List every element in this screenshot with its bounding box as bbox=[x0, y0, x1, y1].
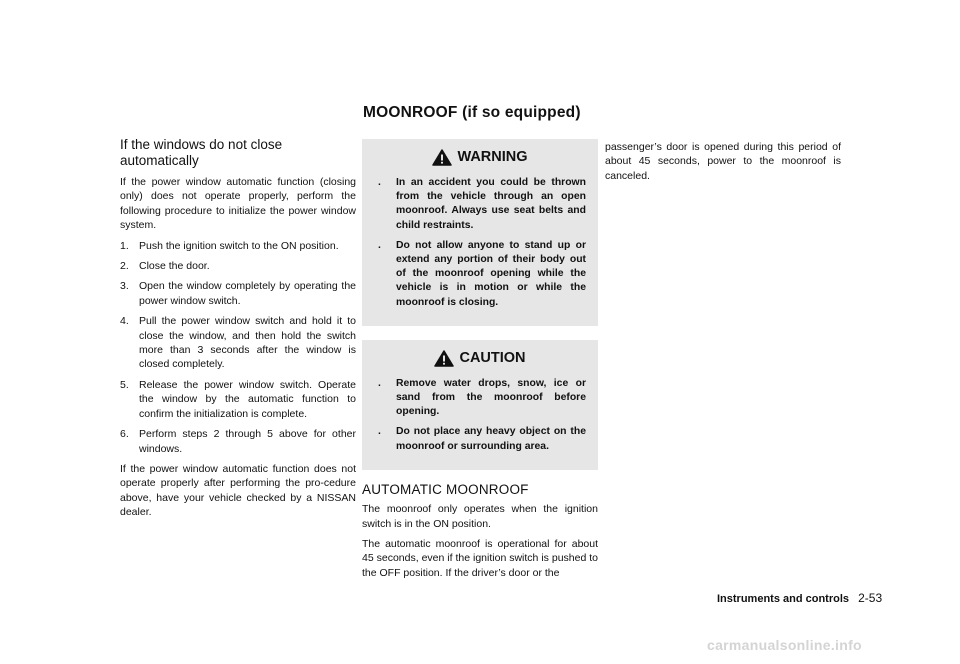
step-item bbox=[120, 239, 356, 253]
watermark: carmanualsonline.info bbox=[707, 637, 862, 653]
caution-header bbox=[374, 350, 586, 367]
step-text: Perform steps 2 through 5 above for other windows. bbox=[139, 428, 356, 455]
warning-header bbox=[374, 149, 586, 166]
alert-triangle-icon bbox=[432, 149, 452, 166]
warning-item bbox=[374, 176, 586, 233]
moonroof-paragraph-continued: passenger’s door is opened during this period of about 45 seconds, power to the moonroof is canceled. bbox=[605, 141, 841, 182]
warning-title: WARNING bbox=[457, 149, 528, 166]
closing-paragraph: If the power window automatic function does not operate properly after performing the pro-cedure above, have your vehicle checked by a NISSAN dealer. bbox=[120, 462, 356, 519]
step-text: Push the ignition switch to the ON position. bbox=[139, 239, 339, 252]
step-number: 4. bbox=[120, 315, 129, 328]
bullet-dot: . bbox=[378, 377, 381, 389]
section-title: MOONROOF (if so equipped) bbox=[363, 104, 581, 121]
moonroof-paragraph: The automatic moonroof is operational for about 45 seconds, even if the ignition switch is pushed to the OFF position. If the driver’s door or the bbox=[362, 538, 598, 579]
caution-item bbox=[374, 377, 586, 420]
subsection-heading: If the windows do not close automatically bbox=[120, 137, 283, 168]
page-number: 2-53 bbox=[858, 591, 883, 605]
step-item bbox=[120, 314, 356, 372]
warning-item-text: Do not allow anyone to stand up or extend any portion of their body out of the moonroof opening while the vehicle is in motion or while the moonroof is closing. bbox=[396, 239, 586, 308]
middle-column bbox=[362, 137, 598, 586]
left-column bbox=[120, 137, 356, 526]
step-item bbox=[120, 378, 356, 421]
right-column bbox=[605, 140, 841, 189]
alert-triangle-icon bbox=[434, 350, 454, 367]
step-text: Close the door. bbox=[139, 260, 210, 273]
bullet-dot: . bbox=[378, 239, 381, 251]
caution-title: CAUTION bbox=[459, 350, 526, 367]
footer-section-name: Instruments and controls bbox=[717, 593, 850, 605]
step-text: Open the window completely by operating the power window switch. bbox=[139, 280, 356, 307]
step-item bbox=[120, 279, 356, 308]
intro-paragraph: If the power window automatic function (closing only) does not operate properly, perform the following procedure to initialize the power window system. bbox=[120, 176, 356, 232]
step-number: 6. bbox=[120, 428, 129, 441]
step-number: 3. bbox=[120, 280, 129, 293]
warning-item-text: In an accident you could be thrown from the vehicle through an open moonroof. Always use seat belts and child restraints. bbox=[396, 177, 586, 231]
moonroof-paragraph: The moonroof only operates when the ignition switch is in the ON position. bbox=[362, 503, 598, 530]
step-item bbox=[120, 259, 356, 273]
caution-item-text: Do not place any heavy object on the moonroof or surrounding area. bbox=[396, 426, 586, 452]
step-number: 2. bbox=[120, 260, 129, 273]
automatic-moonroof-heading: AUTOMATIC MOONROOF bbox=[362, 481, 529, 497]
caution-item bbox=[374, 425, 586, 453]
caution-item-text: Remove water drops, snow, ice or sand from the moonroof before opening. bbox=[396, 377, 586, 418]
step-number: 5. bbox=[120, 378, 129, 391]
step-number: 1. bbox=[120, 239, 129, 252]
step-item bbox=[120, 427, 356, 456]
bullet-dot: . bbox=[378, 426, 381, 438]
warning-box bbox=[362, 139, 598, 326]
step-text: Pull the power window switch and hold it to close the window, and then hold the switch more than 3 seconds after the window is closed completely. bbox=[139, 315, 356, 371]
step-text: Release the power window switch. Operate the window by the automatic function to confirm the initialization is complete. bbox=[139, 378, 356, 420]
bullet-dot: . bbox=[378, 177, 381, 188]
caution-box bbox=[362, 340, 598, 470]
warning-item bbox=[374, 239, 586, 310]
page-footer bbox=[717, 591, 882, 605]
